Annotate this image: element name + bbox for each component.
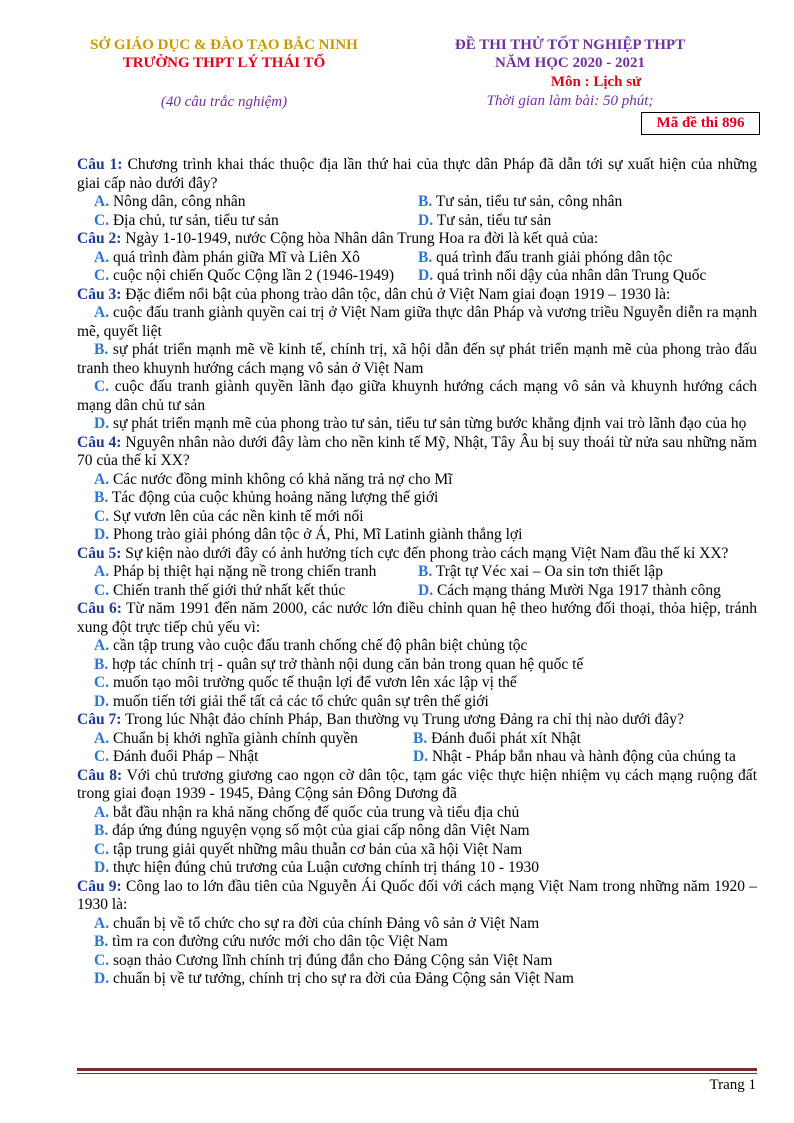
option-c[interactable] bbox=[94, 212, 418, 231]
option-b[interactable] bbox=[418, 563, 663, 582]
option-d[interactable] bbox=[94, 970, 757, 989]
option-text: tìm ra con đường cứu nước mới cho dân tộc Việt Nam bbox=[112, 933, 448, 950]
question-label: Câu 3: bbox=[77, 285, 122, 303]
question-list bbox=[77, 156, 757, 989]
option-text: sự phát triển mạnh mẽ của phong trào tư sản, tiểu tư sản từng bước khẳng định vai trò lãnh đạo của họ bbox=[112, 415, 747, 432]
option-key: D. bbox=[418, 581, 434, 599]
option-text: Cách mạng tháng Mười Nga 1917 thành công bbox=[436, 581, 721, 599]
question-label: Câu 5: bbox=[77, 544, 122, 562]
option-a[interactable] bbox=[94, 249, 418, 268]
option-text: hợp tác chính trị - quân sự trở thành nội dung căn bản trong quan hệ quốc tế bbox=[112, 655, 584, 673]
option-c[interactable] bbox=[94, 841, 757, 860]
option-b[interactable] bbox=[413, 730, 581, 749]
option-key: B. bbox=[94, 933, 109, 950]
option-key: A. bbox=[94, 803, 110, 821]
option-text: sự phát triển mạnh mẽ về kinh tế, chính trị, xã hội dẫn đến sự phát triển mạnh mẽ của phong trào đấu tranh theo khuynh hướng cách mạng vô sản ở Việt Nam bbox=[77, 341, 757, 377]
option-d[interactable] bbox=[94, 859, 757, 878]
department-name: SỞ GIÁO DỤC & ĐÀO TẠO BẮC NINH bbox=[90, 37, 358, 53]
question-label: Câu 2: bbox=[77, 230, 122, 247]
option-text: chuẩn bị về tổ chức cho sự ra đời của chính Đảng vô sản ở Việt Nam bbox=[112, 914, 540, 932]
option-c[interactable] bbox=[77, 378, 757, 415]
option-key: D. bbox=[413, 748, 429, 765]
option-text: Tư sản, tiểu tư sản bbox=[436, 211, 552, 229]
option-text: Các nước đồng minh không có khả năng trả nợ cho Mĩ bbox=[112, 470, 453, 488]
option-text: thực hiện đúng chủ trương của Luận cương chính trị tháng 10 - 1930 bbox=[112, 859, 539, 876]
option-key: A. bbox=[94, 914, 110, 932]
question-text: Trong lúc Nhật đảo chính Pháp, Ban thường vụ Trung ương Đảng ra chỉ thị nào dưới đây? bbox=[124, 711, 684, 728]
option-key: C. bbox=[94, 267, 110, 284]
option-b[interactable] bbox=[94, 656, 757, 675]
option-d[interactable] bbox=[418, 267, 706, 286]
question-text: Sự kiện nào dưới đây có ảnh hưởng tích cực đến phong trào cách mạng Việt Nam đầu thế kỉ XX? bbox=[125, 544, 729, 562]
option-key: B. bbox=[94, 341, 109, 358]
option-text: cuộc đấu tranh giành quyền lãnh đạo giữa khuynh hướng cách mạng vô sản và khuynh hướng cách mạng dân chủ tư sản bbox=[77, 378, 758, 414]
option-c[interactable] bbox=[94, 748, 413, 767]
question-3 bbox=[77, 286, 757, 434]
exam-code-box: Mã đề thi 896 bbox=[641, 112, 760, 135]
question-7 bbox=[77, 711, 757, 767]
option-text: Pháp bị thiệt hại nặng nề trong chiến tranh bbox=[112, 563, 377, 580]
option-key: A. bbox=[94, 193, 110, 210]
option-c[interactable] bbox=[94, 952, 757, 971]
question-5 bbox=[77, 545, 757, 601]
option-text: Nông dân, công nhân bbox=[112, 193, 246, 210]
question-text: Với chủ trương giương cao ngọn cờ dân tộc, tạm gác việc thực hiện nhiệm vụ cách mạng ruộng đất trong giai đoạn 1939 - 1945, Đảng Cộng sản Đông Dương đã bbox=[77, 766, 757, 802]
option-b[interactable] bbox=[418, 193, 622, 212]
question-text: Đặc điểm nổi bật của phong trào dân tộc, dân chủ ở Việt Nam giai đoạn 1919 – 1930 là: bbox=[125, 285, 671, 303]
question-4 bbox=[77, 434, 757, 545]
option-d[interactable] bbox=[413, 748, 736, 767]
option-a[interactable] bbox=[94, 730, 413, 749]
option-text: soạn thảo Cương lĩnh chính trị đúng đắn cho Đảng Cộng sản Việt Nam bbox=[112, 951, 553, 969]
option-key: D. bbox=[94, 970, 110, 987]
option-key: B. bbox=[418, 563, 433, 580]
question-text: Công lao to lớn đầu tiên của Nguyễn Ái Quốc đối với cách mạng Việt Nam trong những năm 1920 – 1930 là: bbox=[77, 877, 758, 913]
option-key: B. bbox=[94, 822, 109, 839]
option-text: cuộc đấu tranh giành quyền cai trị ở Việt Nam giữa thực dân Pháp và vương triều Nguyễn diễn ra mạnh mẽ, quyết liệt bbox=[77, 304, 757, 340]
question-9 bbox=[77, 878, 757, 989]
option-a[interactable] bbox=[94, 804, 757, 823]
option-text: Đánh đuổi Pháp – Nhật bbox=[112, 748, 259, 765]
question-2 bbox=[77, 230, 757, 286]
option-key: D. bbox=[418, 211, 434, 229]
option-text: Trật tự Véc xai – Oa sin tơn thiết lập bbox=[435, 563, 663, 580]
option-key: D. bbox=[94, 415, 110, 432]
option-a[interactable] bbox=[94, 471, 757, 490]
footer-divider-thin bbox=[77, 1073, 757, 1074]
option-b[interactable] bbox=[94, 822, 757, 841]
option-text: Chuẩn bị khởi nghĩa giành chính quyền bbox=[112, 729, 358, 747]
option-key: B. bbox=[94, 655, 109, 673]
option-d[interactable] bbox=[94, 526, 757, 545]
option-c[interactable] bbox=[94, 267, 418, 286]
header-left bbox=[58, 36, 390, 111]
header-right bbox=[420, 36, 720, 110]
option-text: Nhật - Pháp bắn nhau và hành động của chúng ta bbox=[431, 748, 736, 765]
option-text: bắt đầu nhận ra khả năng chống đế quốc của trung và tiểu địa chủ bbox=[112, 803, 520, 821]
question-label: Câu 4: bbox=[77, 433, 122, 451]
option-text: muốn tạo môi trường quốc tế thuận lợi để vươn lên xác lập vị thế bbox=[112, 674, 517, 691]
school-name: TRƯỜNG THPT LÝ THÁI TỔ bbox=[122, 55, 326, 71]
option-key: C. bbox=[94, 748, 110, 765]
option-key: A. bbox=[94, 248, 110, 266]
question-label: Câu 6: bbox=[77, 600, 122, 617]
option-text: quá trình đàm phán giữa Mĩ và Liên Xô bbox=[112, 248, 360, 266]
option-key: C. bbox=[94, 840, 110, 858]
question-text: Chương trình khai thác thuộc địa lần thứ hai của thực dân Pháp đã dẫn tới sự xuất hiện của những giai cấp nào dưới đây? bbox=[77, 156, 757, 192]
option-key: C. bbox=[94, 507, 110, 525]
option-d[interactable] bbox=[77, 415, 757, 434]
option-text: Đánh đuổi phát xít Nhật bbox=[431, 729, 581, 747]
option-text: quá trình nổi dậy của nhân dân Trung Quốc bbox=[436, 267, 707, 284]
option-b[interactable] bbox=[77, 341, 757, 378]
option-text: đáp ứng đúng nguyện vọng số một của giai cấp nông dân Việt Nam bbox=[112, 822, 530, 839]
option-key: D. bbox=[94, 526, 110, 543]
option-c[interactable] bbox=[94, 582, 418, 601]
option-key: A. bbox=[94, 637, 110, 654]
option-b[interactable] bbox=[94, 933, 757, 952]
option-text: Tác động của cuộc khủng hoảng năng lượng thế giới bbox=[111, 489, 439, 506]
option-a[interactable] bbox=[77, 304, 757, 341]
option-key: C. bbox=[94, 211, 110, 229]
option-text: cần tập trung vào cuộc đấu tranh chống chế độ phân biệt chủng tộc bbox=[112, 637, 528, 654]
option-text: chuẩn bị về tư tưởng, chính trị cho sự ra đời của Đảng Cộng sản Việt Nam bbox=[112, 970, 574, 987]
option-key: D. bbox=[94, 692, 110, 710]
option-d[interactable] bbox=[418, 212, 551, 231]
option-key: A. bbox=[94, 470, 110, 488]
question-count-note: (40 câu trắc nghiệm) bbox=[160, 94, 288, 110]
option-text: cuộc nội chiến Quốc Cộng lần 2 (1946-1949) bbox=[112, 267, 395, 284]
question-6 bbox=[77, 600, 757, 711]
option-a[interactable] bbox=[94, 915, 757, 934]
option-a[interactable] bbox=[94, 563, 418, 582]
option-key: D. bbox=[418, 267, 434, 284]
option-text: Địa chủ, tư sản, tiểu tư sản bbox=[112, 211, 279, 229]
school-year: NĂM HỌC 2020 - 2021 bbox=[495, 55, 645, 71]
question-label: Câu 1: bbox=[77, 156, 123, 173]
option-key: A. bbox=[94, 304, 110, 321]
option-d[interactable] bbox=[418, 582, 721, 601]
option-text: quá trình đấu tranh giải phóng dân tộc bbox=[436, 248, 673, 266]
subject-name: Môn : Lịch sử bbox=[550, 74, 642, 90]
option-a[interactable] bbox=[94, 637, 757, 656]
option-key: B. bbox=[418, 193, 433, 210]
option-text: tập trung giải quyết những mâu thuẫn cơ bản của xã hội Việt Nam bbox=[112, 840, 523, 858]
option-key: C. bbox=[94, 674, 110, 691]
option-key: B. bbox=[418, 248, 433, 266]
option-key: B. bbox=[94, 489, 109, 506]
option-d[interactable] bbox=[94, 693, 757, 712]
time-limit: Thời gian làm bài: 50 phút; bbox=[486, 93, 654, 109]
question-label: Câu 7: bbox=[77, 711, 122, 728]
page-number: Trang 1 bbox=[709, 1077, 756, 1093]
option-text: muốn tiến tới giải thể tất cả các tổ chức quân sự trên thế giới bbox=[112, 692, 489, 710]
footer-divider bbox=[77, 1068, 757, 1071]
exam-title: ĐỀ THI THỬ TỐT NGHIỆP THPT bbox=[454, 37, 686, 53]
question-text: Nguyên nhân nào dưới đây làm cho nền kinh tế Mỹ, Nhật, Tây Âu bị suy thoái từ nửa sau những năm 70 của thế kỉ XX? bbox=[77, 433, 757, 469]
option-text: Sự vươn lên của các nền kinh tế mới nổi bbox=[112, 507, 364, 525]
option-key: A. bbox=[94, 729, 110, 747]
option-text: Phong trào giải phóng dân tộc ở Á, Phi, Mĩ Latinh giành thắng lợi bbox=[112, 526, 523, 543]
option-c[interactable] bbox=[94, 508, 757, 527]
option-b[interactable] bbox=[418, 249, 672, 268]
option-key: C. bbox=[94, 378, 110, 395]
option-key: B. bbox=[413, 729, 428, 747]
question-8 bbox=[77, 767, 757, 878]
option-text: Chiến tranh thế giới thứ nhất kết thúc bbox=[112, 581, 346, 599]
question-label: Câu 8: bbox=[77, 766, 123, 784]
option-a[interactable] bbox=[94, 193, 418, 212]
question-1 bbox=[77, 156, 757, 230]
option-text: Tư sản, tiểu tư sản, công nhân bbox=[435, 193, 623, 210]
question-text: Từ năm 1991 đến năm 2000, các nước lớn điều chỉnh quan hệ theo hướng đối thoại, thỏa hiệp, tránh xung đột trực tiếp chủ yếu vì: bbox=[77, 600, 757, 636]
option-key: A. bbox=[94, 563, 110, 580]
question-text: Ngày 1-10-1949, nước Cộng hòa Nhân dân Trung Hoa ra đời là kết quả của: bbox=[125, 230, 599, 247]
question-label: Câu 9: bbox=[77, 877, 122, 895]
option-key: C. bbox=[94, 951, 110, 969]
option-key: D. bbox=[94, 859, 110, 876]
option-key: C. bbox=[94, 581, 110, 599]
option-c[interactable] bbox=[94, 674, 757, 693]
option-b[interactable] bbox=[94, 489, 757, 508]
